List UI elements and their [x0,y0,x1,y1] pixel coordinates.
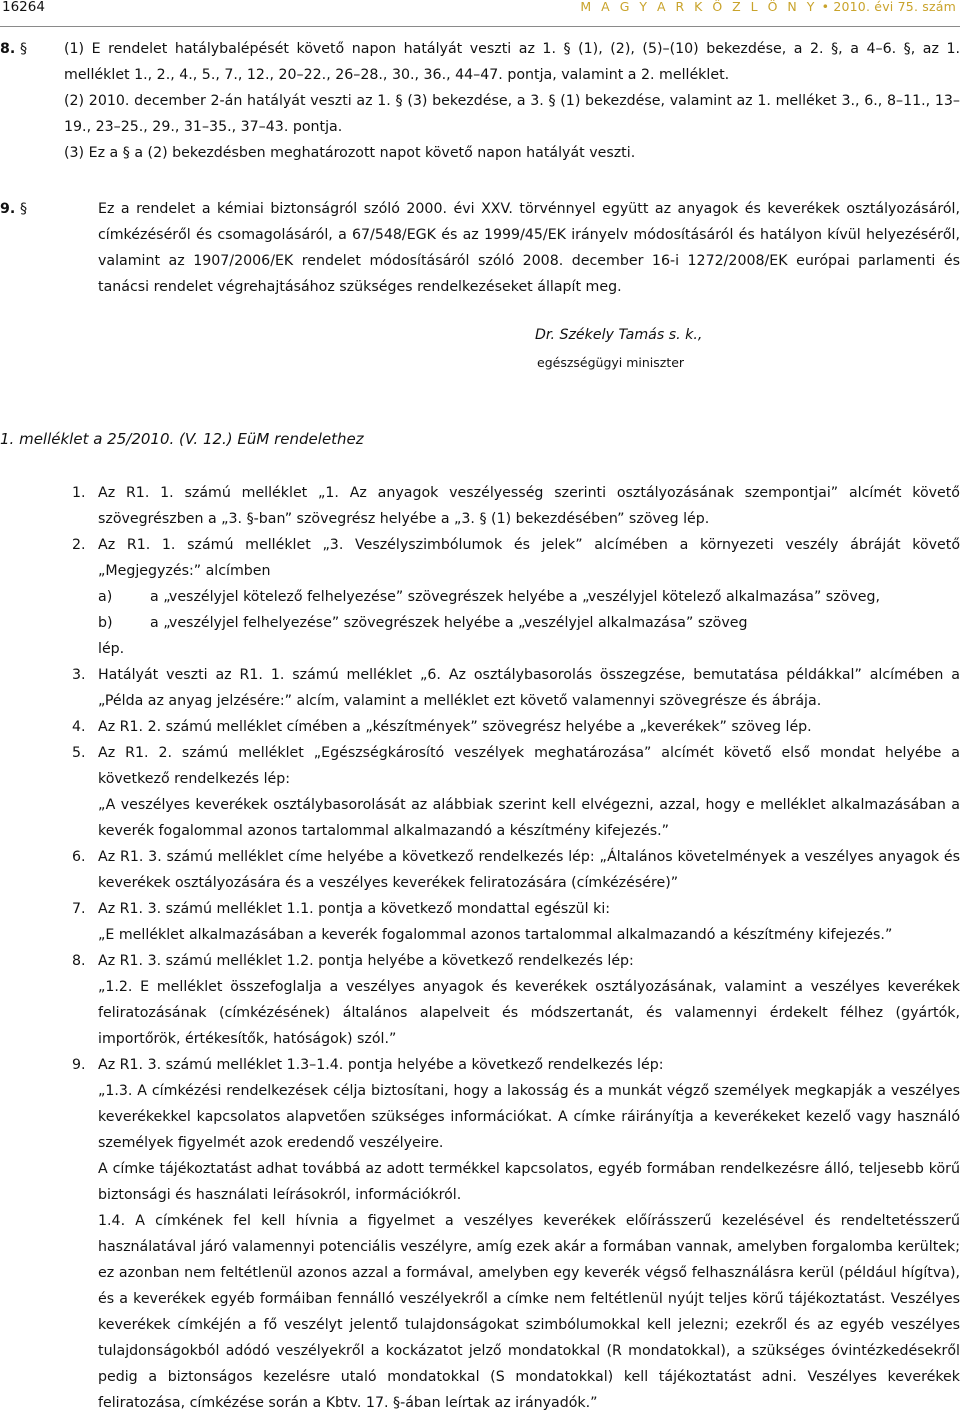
item-text: Az R1. 2. számú melléklet címében a „készítmények” szövegrész helyébe a „keverékek” szöveg lép. [98,719,812,735]
amendment-item [0,662,960,714]
item-text: Az R1. 3. számú melléklet 1.1. pontja a következő mondattal egészül ki: [98,901,611,917]
amendment-item [0,844,960,896]
amendment-item [0,896,960,922]
item-text: Hatályát veszti az R1. 1. számú melléklet „6. Az osztálybasorolás összegzése, bemutatása példákkal” alcímében a „Példa az anyag jelzésére:” alcím, valamint a melléklet ezt követő valamennyi szövegrésze és ábrája. [98,667,960,709]
item-text: „E melléklet alkalmazásában a keverék fogalommal azonos tartalommal alkalmazandó a készítmény kifejezés.” [98,927,893,943]
amendment-continuation [0,1078,960,1156]
section-8 [0,36,960,166]
section-symbol: § [20,201,28,217]
paragraph-text: (1) E rendelet hatálybalépését követő napon hatályát veszti az 1. § (1), (2), (5)–(10) bekezdése, a 2. §, a 4–6. §, az 1. melléklet 1., 2., 4., 5., 7., 12., 20–22., 26–28., 30., 36., 44–47. pontja, valamint a 2. melléklet. [64,41,960,83]
subitem-letter: b) [98,615,113,631]
subitem-letter: a) [98,589,113,605]
section-8-paragraph-3: (3) Ez a § a (2) bekezdésben meghatározott napot követő napon hatályát veszti. [64,145,636,161]
amendment-subitem [0,610,960,636]
item-text: Az R1. 3. számú melléklet címe helyébe a következő rendelkezés lép: „Általános követelmények a veszélyes anyagok és keverékek osztályozására és a veszélyes keverékek feliratozására (címkézésére)” [98,849,960,891]
section-8-paragraph-1 [0,36,960,88]
amendment-item [0,480,960,532]
item-number: 9. [72,1057,86,1073]
issue-label: 2010. évi 75. szám [833,0,956,14]
amendment-continuation [0,1156,960,1208]
section-9 [0,196,960,300]
amendment-list [0,480,960,1416]
amendment-subitem [0,584,960,610]
bullet-separator: • [821,0,830,14]
item-number: 6. [72,849,86,865]
item-text: 1.4. A címkének fel kell hívnia a figyelmet a veszélyes keverékek előírásszerű kezelésével és rendeltetésszerű használatával járó valamennyi potenciális veszélyre, amíg ezek akár a formában vannak, amelyben forgalomba kerültek; ez azonban nem feltétlenül azonos azzal a formával, amelyben egy keverék végső felhasználásra kerül (például hígítva), és a keverékek egyéb formáiban fennálló veszélyekről a címke nem feltétlenül nyújt teljes körű tájékoztatást. Veszélyes keverékek címkéjén a fő veszélyt jelentő tulajdonságokat szimbólumokkal kell jelezni; ezekről és az egyéb veszélyes tulajdonságokból adódó veszélyekről a kockázatot jelző mondatokkal (R mondatokkal), a szükséges óvintézkedésekről pedig a biztonságos kezelésre utaló mondatokkal (S mondatokkal) kell tájékoztatást adni. Veszélyes keverékek feliratozása, címkézése során a Kbtv. 17. §-ában leírtak az irányadók.” [98,1213,960,1411]
item-text: a „veszélyjel kötelező felhelyezése” szövegrészek helyébe a „veszélyjel kötelező alkalmazása” szöveg, [150,589,880,605]
item-text: A címke tájékoztatást adhat továbbá az adott termékkel kapcsolatos, egyéb formában rendelkezésre álló, teljesebb körű biztonsági és használati leírásokról, információkról. [98,1161,960,1203]
annex-title: 1. melléklet a 25/2010. (V. 12.) EüM rendelethez [0,430,364,448]
item-text: Az R1. 1. számú melléklet „1. Az anyagok veszélyesség szerinti osztályozásának szempontjai” alcímét követő szövegrészben a „3. §-ban” szövegrész helyébe a „3. § (1) bekezdésében” szöveg lép. [98,485,960,527]
item-text: „A veszélyes keverékek osztálybasorolását az alábbiak szerint kell elvégezni, azzal, hogy e melléklet alkalmazásában a keverék fogalommal azonos tartalommal alkalmazandó a készítmény kifejezés.” [98,797,960,839]
item-number: 1. [72,485,86,501]
item-text: „1.3. A címkézési rendelkezések célja biztosítani, hogy a lakosság és a munkát végző személyek megkapják a veszélyes keverékekkel kapcsolatos alapvetően szükséges információkat. A címke ráirányítja a keverékeket kezelő vagy használó személyek figyelmét azok eredendő veszélyeire. [98,1083,960,1151]
page-number: 16264 [2,0,45,15]
page-header [0,0,960,27]
item-number: 5. [72,745,86,761]
section-9-paragraph [0,196,960,300]
amendment-continuation [0,636,960,662]
section-symbol: § [20,41,28,57]
amendment-item [0,714,960,740]
amendment-continuation [0,792,960,844]
item-number: 7. [72,901,86,917]
paragraph-text: Ez a rendelet a kémiai biztonságról szóló 2000. évi XXV. törvénnyel együtt az anyagok és keverékek osztályozásáról, címkézéséről és csomagolásáról, a 67/548/EGK és az 1999/45/EK irányelv módosításáról és hatályon kívül helyezéséről, valamint az 1907/2006/EK rendelet módosításáról szóló 2008. december 16-i 1272/2008/EK európai parlamenti és tanácsi rendelet végrehajtásához szükséges rendelkezéseket állapít meg. [98,201,960,295]
amendment-item [0,948,960,974]
signatory-name: Dr. Székely Tamás s. k., [535,327,703,343]
section-8-paragraph-2: (2) 2010. december 2-án hatályát veszti az 1. § (3) bekezdése, a 3. § (1) bekezdése, valamint az 1. melléket 3., 6., 8–11., 13–19., 23–25., 29., 31–35., 37–43. pontja. [64,93,960,135]
signature-block [0,322,960,376]
amendment-continuation [0,1208,960,1416]
journal-title [580,0,956,20]
item-text: lép. [98,641,125,657]
item-text: Az R1. 3. számú melléklet 1.2. pontja helyébe a következő rendelkezés lép: [98,953,634,969]
item-text: Az R1. 1. számú melléklet „3. Veszélyszimbólumok és jelek” alcímében a környezeti veszély ábráját követő „Megjegyzés:” alcímben [98,537,960,579]
amendment-item [0,740,960,792]
section-number: 9. [0,201,16,217]
amendment-item [0,1052,960,1078]
item-number: 8. [72,953,86,969]
item-number: 2. [72,537,86,553]
item-number: 3. [72,667,86,683]
amendment-item [0,532,960,584]
journal-name: M A G Y A R K Ö Z L Ö N Y [580,0,818,14]
item-text: a „veszélyjel felhelyezése” szövegrészek helyébe a „veszélyjel alkalmazása” szöveg [150,615,748,631]
section-number: 8. [0,41,16,57]
item-text: „1.2. E melléklet összefoglalja a veszélyes anyagok és keverékek osztályozásának, valamint a veszélyes keverékek feliratozásának (címkézésének) általános alapelveit és módszertanát, és valamennyi érdekelt félhez (gyártók, importőrök, értékesítők, hatóságok) szól.” [98,979,960,1047]
signatory-role: egészségügyi miniszter [537,355,685,370]
item-text: Az R1. 2. számú melléklet „Egészségkárosító veszélyek meghatározása” alcímét követő első mondat helyébe a következő rendelkezés lép: [98,745,960,787]
amendment-continuation [0,974,960,1052]
item-text: Az R1. 3. számú melléklet 1.3–1.4. pontja helyébe a következő rendelkezés lép: [98,1057,664,1073]
amendment-continuation [0,922,960,948]
item-number: 4. [72,719,86,735]
